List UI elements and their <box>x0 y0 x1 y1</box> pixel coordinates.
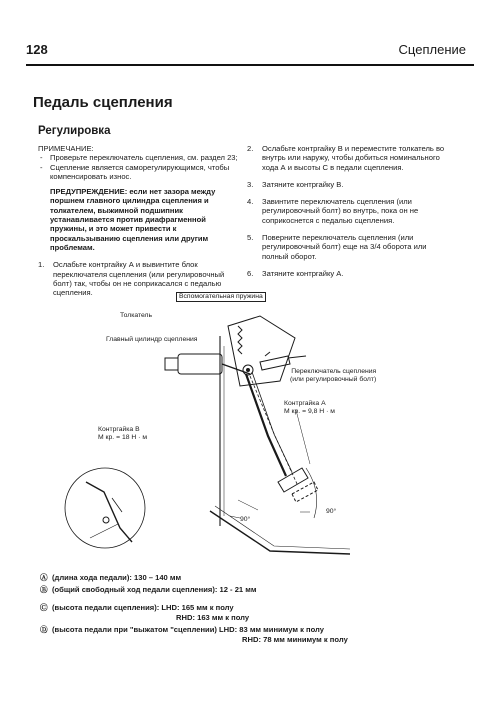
step-text: Затяните контргайку А. <box>262 268 344 278</box>
legend-symbol: Ⓑ <box>40 585 48 595</box>
clutch-switch-label <box>290 368 376 383</box>
switch-label-line1: Переключатель сцепления <box>291 368 377 375</box>
legend-item-b <box>40 585 470 595</box>
step-number: 1. <box>38 260 45 270</box>
step-text: Затяните контргайку В. <box>262 179 344 189</box>
note-heading: ПРИМЕЧАНИЕ: <box>38 144 94 153</box>
step-text: Ослабьте контргайку А и вывинтите блок переключателя сцепления (или регулировочный болт) так, чтобы он не соприкасался с педалью сцепления. <box>53 260 225 298</box>
specifications-legend <box>40 573 470 646</box>
nut-a-name: Контргайка А <box>284 400 326 407</box>
left-column <box>38 144 238 297</box>
step-text: Завинтите переключатель сцепления (или регулировочный болт) во внутрь, пока он не соприкоснется с педалью сцепления. <box>262 197 419 225</box>
step-number: 6. <box>247 268 254 278</box>
legend-item-a <box>40 573 470 583</box>
note-bullet: - Сцепление является саморегулирующимся, чтобы компенсировать износ. <box>38 163 238 182</box>
legend-text: (длина хода педали): 130 – 140 мм <box>52 573 182 582</box>
step-item <box>247 144 452 172</box>
legend-item-d <box>40 625 470 646</box>
switch-label-line2: (или регулировочный болт) <box>290 375 377 383</box>
pushrod-label: Толкатель <box>120 312 153 319</box>
legend-symbol: Ⓒ <box>40 602 48 612</box>
master-cylinder-label: Главный цилиндр сцепления <box>106 336 198 343</box>
nut-b-name: Контргайка В <box>98 426 140 433</box>
helper-spring <box>238 326 242 354</box>
angle-right-label: 90° <box>326 508 337 515</box>
legend-text-rhd: RHD: 78 мм минимум к полу <box>242 635 348 645</box>
legend-text-rhd: RHD: 163 мм к полу <box>176 612 250 622</box>
angle-left-label: 90° <box>240 516 251 523</box>
step-number: 4. <box>247 197 254 207</box>
step-text: Поверните переключатель сцепления (или регулировочный болт) еще на 3/4 оборота или полный оборот. <box>262 233 427 261</box>
warning-text: ПРЕДУПРЕЖДЕНИЕ: если нет зазора между поршнем главного цилиндра сцепления и толкателем, выжимной подшипник устанавливается против диафрагменной пружины, и это может привести к проскальзыванию сцепления или другим проблемам. <box>50 187 216 252</box>
step-number: 2. <box>247 144 254 153</box>
pedal-arm-depressed <box>250 376 298 486</box>
locknut-a-label <box>284 400 335 415</box>
section-title: Педаль сцепления <box>33 94 173 111</box>
legend-text: (высота педали при "выжатом "сцеплении) LHD: 83 мм минимум к полу <box>52 625 324 635</box>
step-item <box>247 269 452 278</box>
pedal-pad <box>278 468 308 492</box>
step-number: 3. <box>247 179 254 189</box>
floor-line <box>210 511 350 554</box>
legend-item-c <box>40 603 470 624</box>
legend-symbol: Ⓓ <box>40 625 48 635</box>
pedal-arm <box>246 374 286 476</box>
step-number: 5. <box>247 233 254 243</box>
chapter-title: Сцепление <box>398 42 466 57</box>
right-column <box>247 144 452 278</box>
legend-text: (общий свободный ход педали сцепления): 12 - 21 мм <box>52 585 257 595</box>
page-number: 128 <box>26 42 48 57</box>
travel-arc <box>306 468 317 518</box>
nut-b-torque: М кр. = 18 Н · м <box>98 433 148 441</box>
legend-symbol: Ⓐ <box>40 573 48 582</box>
detail-circle <box>65 468 145 548</box>
step-item <box>247 233 452 261</box>
step-item <box>247 180 452 189</box>
clutch-pedal-diagram <box>60 286 377 568</box>
helper-spring-label: Вспомогательная пружина <box>176 292 266 302</box>
subsection-title: Регулировка <box>38 125 111 137</box>
nut-a-torque: М кр. = 9,8 Н · м <box>284 407 335 415</box>
locknut-b-label <box>98 426 147 441</box>
switch <box>260 356 290 370</box>
step-text: Ослабьте контргайку В и переместите толкатель во внутрь или наружу, чтобы добиться номинального хода А и высоты С в педали сцепления. <box>262 144 445 172</box>
master-cylinder <box>178 354 222 374</box>
legend-text: (высота педали сцепления): LHD: 165 мм к полу <box>52 602 234 612</box>
step-item <box>247 197 452 225</box>
page-header <box>26 40 474 66</box>
note-bullet: - Проверьте переключатель сцепления, см. раздел 23; <box>38 153 238 162</box>
